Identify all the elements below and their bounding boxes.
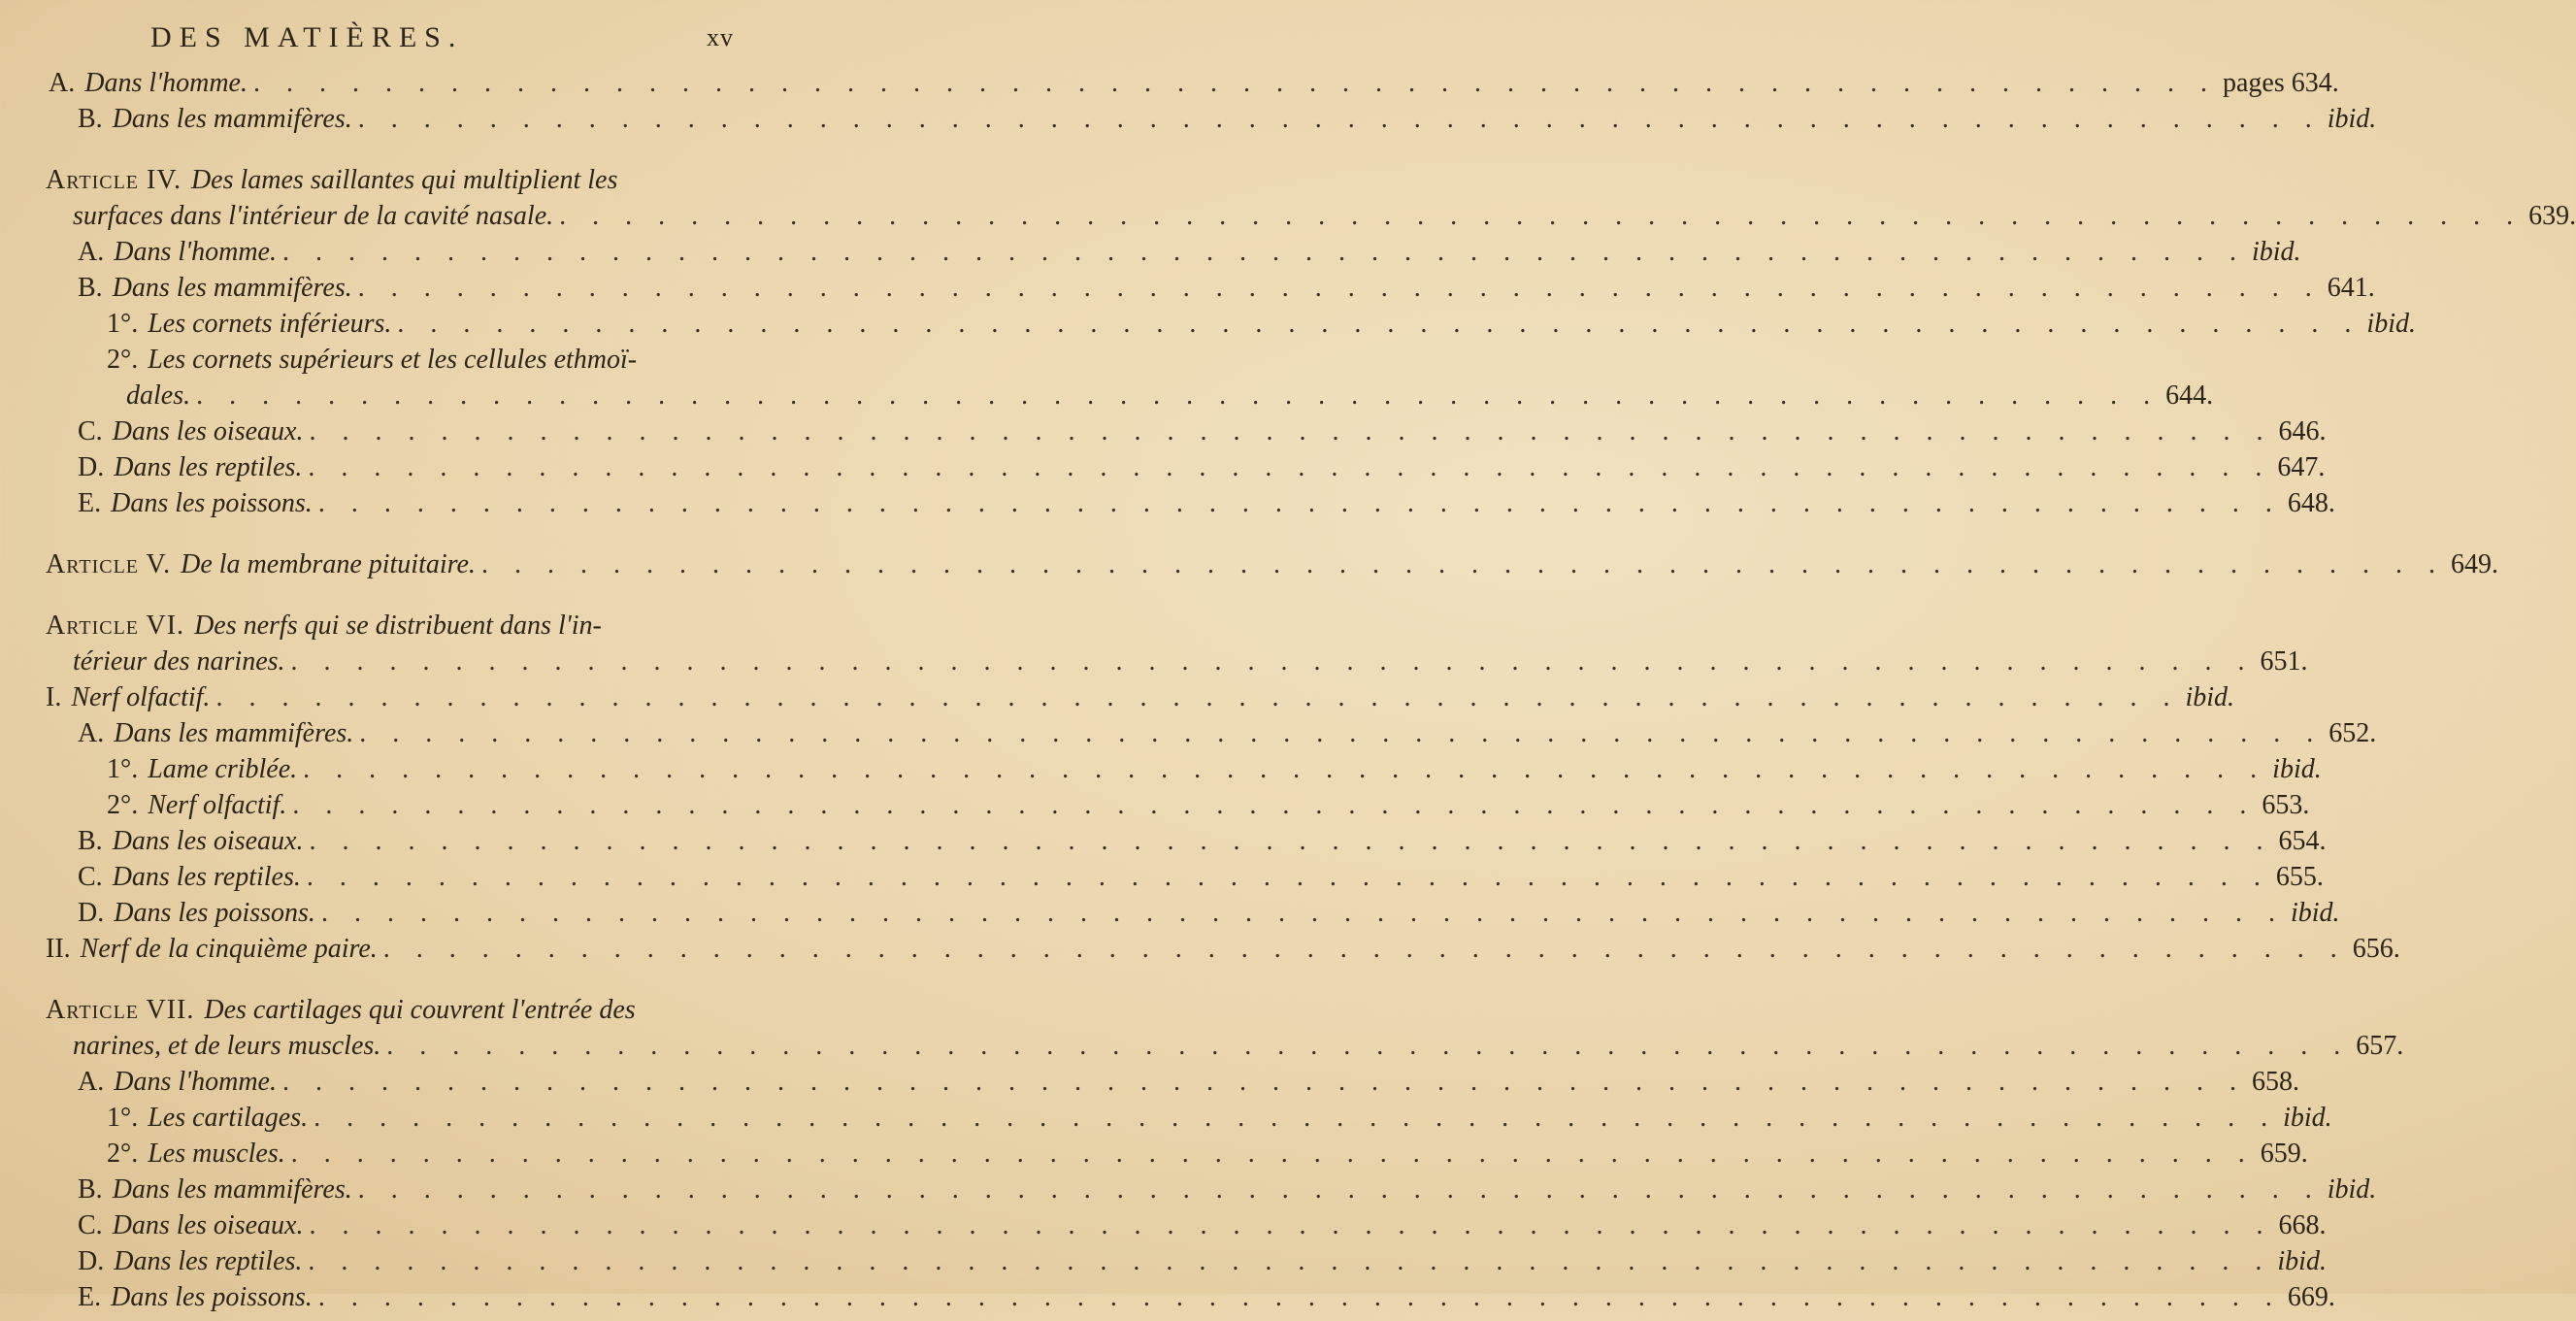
toc-page-ref: 658. xyxy=(2252,1067,2299,1097)
toc-page-ref: ibid. xyxy=(2185,682,2234,712)
toc-entry-label: E. xyxy=(78,488,102,518)
toc-entry-text: Dans les reptiles. xyxy=(114,452,303,482)
toc-page-ref: 655. xyxy=(2275,862,2324,892)
toc-line xyxy=(46,682,2234,721)
leader-dots: . . . . . . . . . . . . . . . . . . . . . . . . . . . . . . . . . . . . . . . . . . . . . . . . . . . . . . . . . . . . xyxy=(253,68,2217,98)
toc-entry-label: A. xyxy=(78,718,105,748)
leader-dots: . . . . . . . . . . . . . . . . . . . . . . . . . . . . . . . . . . . . . . . . . . . . . . . . . . . . . . . . . . . . xyxy=(292,790,2257,820)
toc-line xyxy=(49,68,2339,107)
toc-page-ref: 647. xyxy=(2277,452,2326,482)
toc-page-ref: 654. xyxy=(2278,826,2327,856)
toc-page-ref: 639. xyxy=(2528,201,2576,231)
toc-entry-label: 2°. xyxy=(107,790,139,820)
toc-line xyxy=(78,104,2377,143)
page-number: xv xyxy=(707,23,734,51)
toc-entry-label: Article VI. xyxy=(46,611,185,641)
toc-page-ref: 646. xyxy=(2278,416,2327,446)
running-header xyxy=(0,21,776,60)
toc-page-ref: 648. xyxy=(2287,488,2335,518)
toc-line xyxy=(78,452,2326,491)
leader-dots: . . . . . . . . . . . . . . . . . . . . . . . . . . . . . . . . . . . . . . . . . . . . . . . . . . . . . . . . . . . . xyxy=(308,1246,2272,1276)
toc-entry-label: 1°. xyxy=(107,754,139,784)
toc-page-ref: ibid. xyxy=(2277,1246,2327,1276)
leader-dots: . . . . . . . . . . . . . . . . . . . . . . . . . . . . . . . . . . . . . . . . . . . . . . . . . . . . . . . . . . . . xyxy=(317,1282,2282,1312)
toc-line xyxy=(73,201,2576,240)
leader-dots: . . . . . . . . . . . . . . . . . . . . . . . . . . . . . . . . . . . . . . . . . . . . . . . . . . . . . . . . . . . . xyxy=(306,862,2270,892)
toc-page-ref: 651. xyxy=(2260,646,2308,677)
leader-dots: . . . . . . . . . . . . . . . . . . . . . . . . . . . . . . . . . . . . . . . . . . . . . . . . . . . . . . . . . . . . xyxy=(320,898,2285,928)
toc-line xyxy=(78,826,2327,865)
toc-line xyxy=(107,345,752,383)
leader-dots: . . . . . . . . . . . . . . . . . . . . . . . . . . . . . . . . . . . . . . . . . . . . . . . . . . . . . . . . . . . . xyxy=(308,452,2272,482)
leader-dots: . . . . . . . . . . . . . . . . . . . . . . . . . . . . . . . . . . . . . . . . . . . . . . . . . . . . . . . . . . . . xyxy=(282,237,2246,267)
toc-line xyxy=(78,1210,2327,1249)
toc-page-ref: 644. xyxy=(2165,380,2214,411)
toc-line xyxy=(46,995,752,1034)
toc-entry-label: 1°. xyxy=(107,309,139,339)
toc-entry-label: D. xyxy=(78,898,105,928)
toc-entry-text: dales. xyxy=(126,380,191,411)
toc-line xyxy=(46,549,2498,588)
toc-line xyxy=(78,1067,2299,1106)
toc-entry-text: Des lames saillantes qui multiplient les xyxy=(190,165,618,195)
leader-dots: . . . . . . . . . . . . . . . . . . . . . . . . . . . . . . . . . . . . . . . . . . . . . . . . . . . . . . . . . . . . xyxy=(357,273,2322,303)
toc-line xyxy=(78,718,2377,757)
toc-page-ref: ibid. xyxy=(2327,104,2377,134)
toc-entry-text: Dans l'homme. xyxy=(84,68,248,98)
leader-dots: . . . . . . . . . . . . . . . . . . . . . . . . . . . . . . . . . . . . . . . . . . . . . . . . . . . . . . . . . . . . xyxy=(309,1210,2273,1240)
toc-line xyxy=(46,165,752,204)
toc-line xyxy=(78,237,2301,276)
toc-line xyxy=(73,1031,2404,1070)
toc-entry-label: Article V. xyxy=(46,549,172,579)
toc-entry-label: 2°. xyxy=(107,345,139,375)
toc-line xyxy=(78,488,2335,527)
toc-line xyxy=(107,1139,2308,1177)
toc-line xyxy=(78,1174,2377,1213)
leader-dots: . . . . . . . . . . . . . . . . . . . . . . . . . . . . . . . . . . . . . . . . . . . . . . . . . . . . . . . . . . . . xyxy=(382,934,2347,964)
toc-entry-text: Nerf olfactif. xyxy=(71,682,211,712)
toc-entry-label: 1°. xyxy=(107,1103,139,1133)
toc-entry-label: D. xyxy=(78,452,105,482)
toc-entry-text: Dans les reptiles. xyxy=(112,862,301,892)
toc-page-ref: 657. xyxy=(2356,1031,2404,1061)
toc-entry-text: térieur des narines. xyxy=(73,646,285,677)
toc-line xyxy=(78,273,2375,312)
toc-entry-label: C. xyxy=(78,416,103,446)
page-title: DES MATIÈRES. xyxy=(150,21,464,53)
toc-entry-text: Dans les oiseaux. xyxy=(112,826,304,856)
leader-dots: . . . . . . . . . . . . . . . . . . . . . . . . . . . . . . . . . . . . . . . . . . . . . . . . . . . . . . . . . . . . xyxy=(196,380,2161,411)
toc-page-ref: 656. xyxy=(2352,934,2400,964)
toc-entry-text: Les cornets supérieurs et les cellules ethmoï- xyxy=(148,345,638,375)
leader-dots: . . . . . . . . . . . . . . . . . . . . . . . . . . . . . . . . . . . . . . . . . . . . . . . . . . . . . . . . . . . . xyxy=(559,201,2524,231)
toc-line xyxy=(78,1246,2327,1285)
toc-line xyxy=(78,416,2327,455)
leader-dots: . . . . . . . . . . . . . . . . . . . . . . . . . . . . . . . . . . . . . . . . . . . . . . . . . . . . . . . . . . . . xyxy=(282,1067,2246,1097)
toc-entry-label: I. xyxy=(46,682,62,712)
leader-dots: . . . . . . . . . . . . . . . . . . . . . . . . . . . . . . . . . . . . . . . . . . . . . . . . . . . . . . . . . . . . xyxy=(480,549,2445,579)
toc-line xyxy=(107,309,2416,347)
toc-line xyxy=(46,934,2400,973)
toc-entry-label: C. xyxy=(78,1210,103,1240)
leader-dots: . . . . . . . . . . . . . . . . . . . . . . . . . . . . . . . . . . . . . . . . . . . . . . . . . . . . . . . . . . . . xyxy=(215,682,2180,712)
toc-entry-text: Nerf olfactif. xyxy=(148,790,287,820)
toc-entry-text: Des nerfs qui se distribuent dans l'in- xyxy=(194,611,602,641)
toc-entry-text: Dans les mammifères. xyxy=(112,273,352,303)
toc-entry-text: Les cornets inférieurs. xyxy=(148,309,392,339)
leader-dots: . . . . . . . . . . . . . . . . . . . . . . . . . . . . . . . . . . . . . . . . . . . . . . . . . . . . . . . . . . . . xyxy=(309,416,2273,446)
toc-entry-text: Dans les poissons. xyxy=(111,1282,313,1312)
toc-entry-label: B. xyxy=(78,273,103,303)
toc-page-ref: 652. xyxy=(2328,718,2377,748)
toc-entry-label: B. xyxy=(78,826,103,856)
toc-page-ref: 641. xyxy=(2327,273,2375,303)
toc-page-ref: ibid. xyxy=(2327,1174,2377,1205)
toc-entry-text: De la membrane pituitaire. xyxy=(181,549,476,579)
toc-entry-text: Dans les reptiles. xyxy=(114,1246,303,1276)
toc-entry-label: II. xyxy=(46,934,71,964)
toc-page-ref: 668. xyxy=(2278,1210,2327,1240)
toc-line xyxy=(126,380,2214,419)
toc-entry-text: Des cartilages qui couvrent l'entrée des xyxy=(204,995,636,1025)
toc-entry-text: Dans les mammifères. xyxy=(114,718,354,748)
toc-page-ref: ibid. xyxy=(2366,309,2416,339)
toc-entry-label: B. xyxy=(78,104,103,134)
leader-dots: . . . . . . . . . . . . . . . . . . . . . . . . . . . . . . . . . . . . . . . . . . . . . . . . . . . . . . . . . . . . xyxy=(303,754,2267,784)
toc-line xyxy=(78,898,2340,937)
toc-entry-label: A. xyxy=(49,68,76,98)
toc-page-ref: pages 634. xyxy=(2223,68,2339,98)
toc-entry-text: Dans les mammifères. xyxy=(112,104,352,134)
toc-entry-text: narines, et de leurs muscles. xyxy=(73,1031,381,1061)
toc-entry-label: 2°. xyxy=(107,1139,139,1169)
toc-line xyxy=(107,1103,2332,1141)
toc-entry-text: Dans les oiseaux. xyxy=(112,416,304,446)
leader-dots: . . . . . . . . . . . . . . . . . . . . . . . . . . . . . . . . . . . . . . . . . . . . . . . . . . . . . . . . . . . . xyxy=(386,1031,2351,1061)
toc-page-ref: 659. xyxy=(2260,1139,2308,1169)
leader-dots: . . . . . . . . . . . . . . . . . . . . . . . . . . . . . . . . . . . . . . . . . . . . . . . . . . . . . . . . . . . . xyxy=(314,1103,2278,1133)
toc-entry-text: Dans les poissons. xyxy=(111,488,313,518)
leader-dots: . . . . . . . . . . . . . . . . . . . . . . . . . . . . . . . . . . . . . . . . . . . . . . . . . . . . . . . . . . . . xyxy=(357,104,2322,134)
leader-dots: . . . . . . . . . . . . . . . . . . . . . . . . . . . . . . . . . . . . . . . . . . . . . . . . . . . . . . . . . . . . xyxy=(357,1174,2322,1205)
toc-line xyxy=(73,646,2308,685)
toc-entry-text: Dans l'homme. xyxy=(114,237,277,267)
leader-dots: . . . . . . . . . . . . . . . . . . . . . . . . . . . . . . . . . . . . . . . . . . . . . . . . . . . . . . . . . . . . xyxy=(290,1139,2255,1169)
toc-entry-text: Les cartilages. xyxy=(148,1103,309,1133)
toc-entry-text: Dans les mammifères. xyxy=(112,1174,352,1205)
toc-entry-label: B. xyxy=(78,1174,103,1205)
toc-entry-label: A. xyxy=(78,237,105,267)
toc-entry-label: D. xyxy=(78,1246,105,1276)
toc-entry-text: surfaces dans l'intérieur de la cavité nasale. xyxy=(73,201,554,231)
toc-page-ref: ibid. xyxy=(2252,237,2301,267)
toc-line xyxy=(107,790,2310,829)
toc-entry-text: Dans l'homme. xyxy=(114,1067,277,1097)
toc-entry-text: Nerf de la cinquième paire. xyxy=(80,934,378,964)
leader-dots: . . . . . . . . . . . . . . . . . . . . . . . . . . . . . . . . . . . . . . . . . . . . . . . . . . . . . . . . . . . . xyxy=(397,309,2361,339)
toc-entry-label: A. xyxy=(78,1067,105,1097)
leader-dots: . . . . . . . . . . . . . . . . . . . . . . . . . . . . . . . . . . . . . . . . . . . . . . . . . . . . . . . . . . . . xyxy=(317,488,2282,518)
toc-line xyxy=(78,862,2324,901)
toc-line xyxy=(107,754,2322,793)
toc-entry-label: E. xyxy=(78,1282,102,1312)
toc-entry-label: C. xyxy=(78,862,103,892)
toc-line xyxy=(78,1282,2335,1321)
toc-page-ref: ibid. xyxy=(2290,898,2340,928)
leader-dots: . . . . . . . . . . . . . . . . . . . . . . . . . . . . . . . . . . . . . . . . . . . . . . . . . . . . . . . . . . . . xyxy=(359,718,2324,748)
toc-entry-text: Dans les oiseaux. xyxy=(112,1210,304,1240)
leader-dots: . . . . . . . . . . . . . . . . . . . . . . . . . . . . . . . . . . . . . . . . . . . . . . . . . . . . . . . . . . . . xyxy=(290,646,2255,677)
toc-entry-label: Article IV. xyxy=(46,165,182,195)
leader-dots: . . . . . . . . . . . . . . . . . . . . . . . . . . . . . . . . . . . . . . . . . . . . . . . . . . . . . . . . . . . . xyxy=(309,826,2273,856)
toc-page-ref: ibid. xyxy=(2272,754,2322,784)
toc-line xyxy=(46,611,752,649)
toc-entry-label: Article VII. xyxy=(46,995,195,1025)
toc-page-ref: 669. xyxy=(2287,1282,2335,1312)
toc-entry-text: Lame criblée. xyxy=(148,754,298,784)
toc-page-ref: ibid. xyxy=(2283,1103,2332,1133)
toc-page-ref: 653. xyxy=(2262,790,2310,820)
toc-entry-text: Les muscles. xyxy=(148,1139,285,1169)
toc-entry-text: Dans les poissons. xyxy=(114,898,315,928)
toc-page-ref: 649. xyxy=(2450,549,2498,579)
